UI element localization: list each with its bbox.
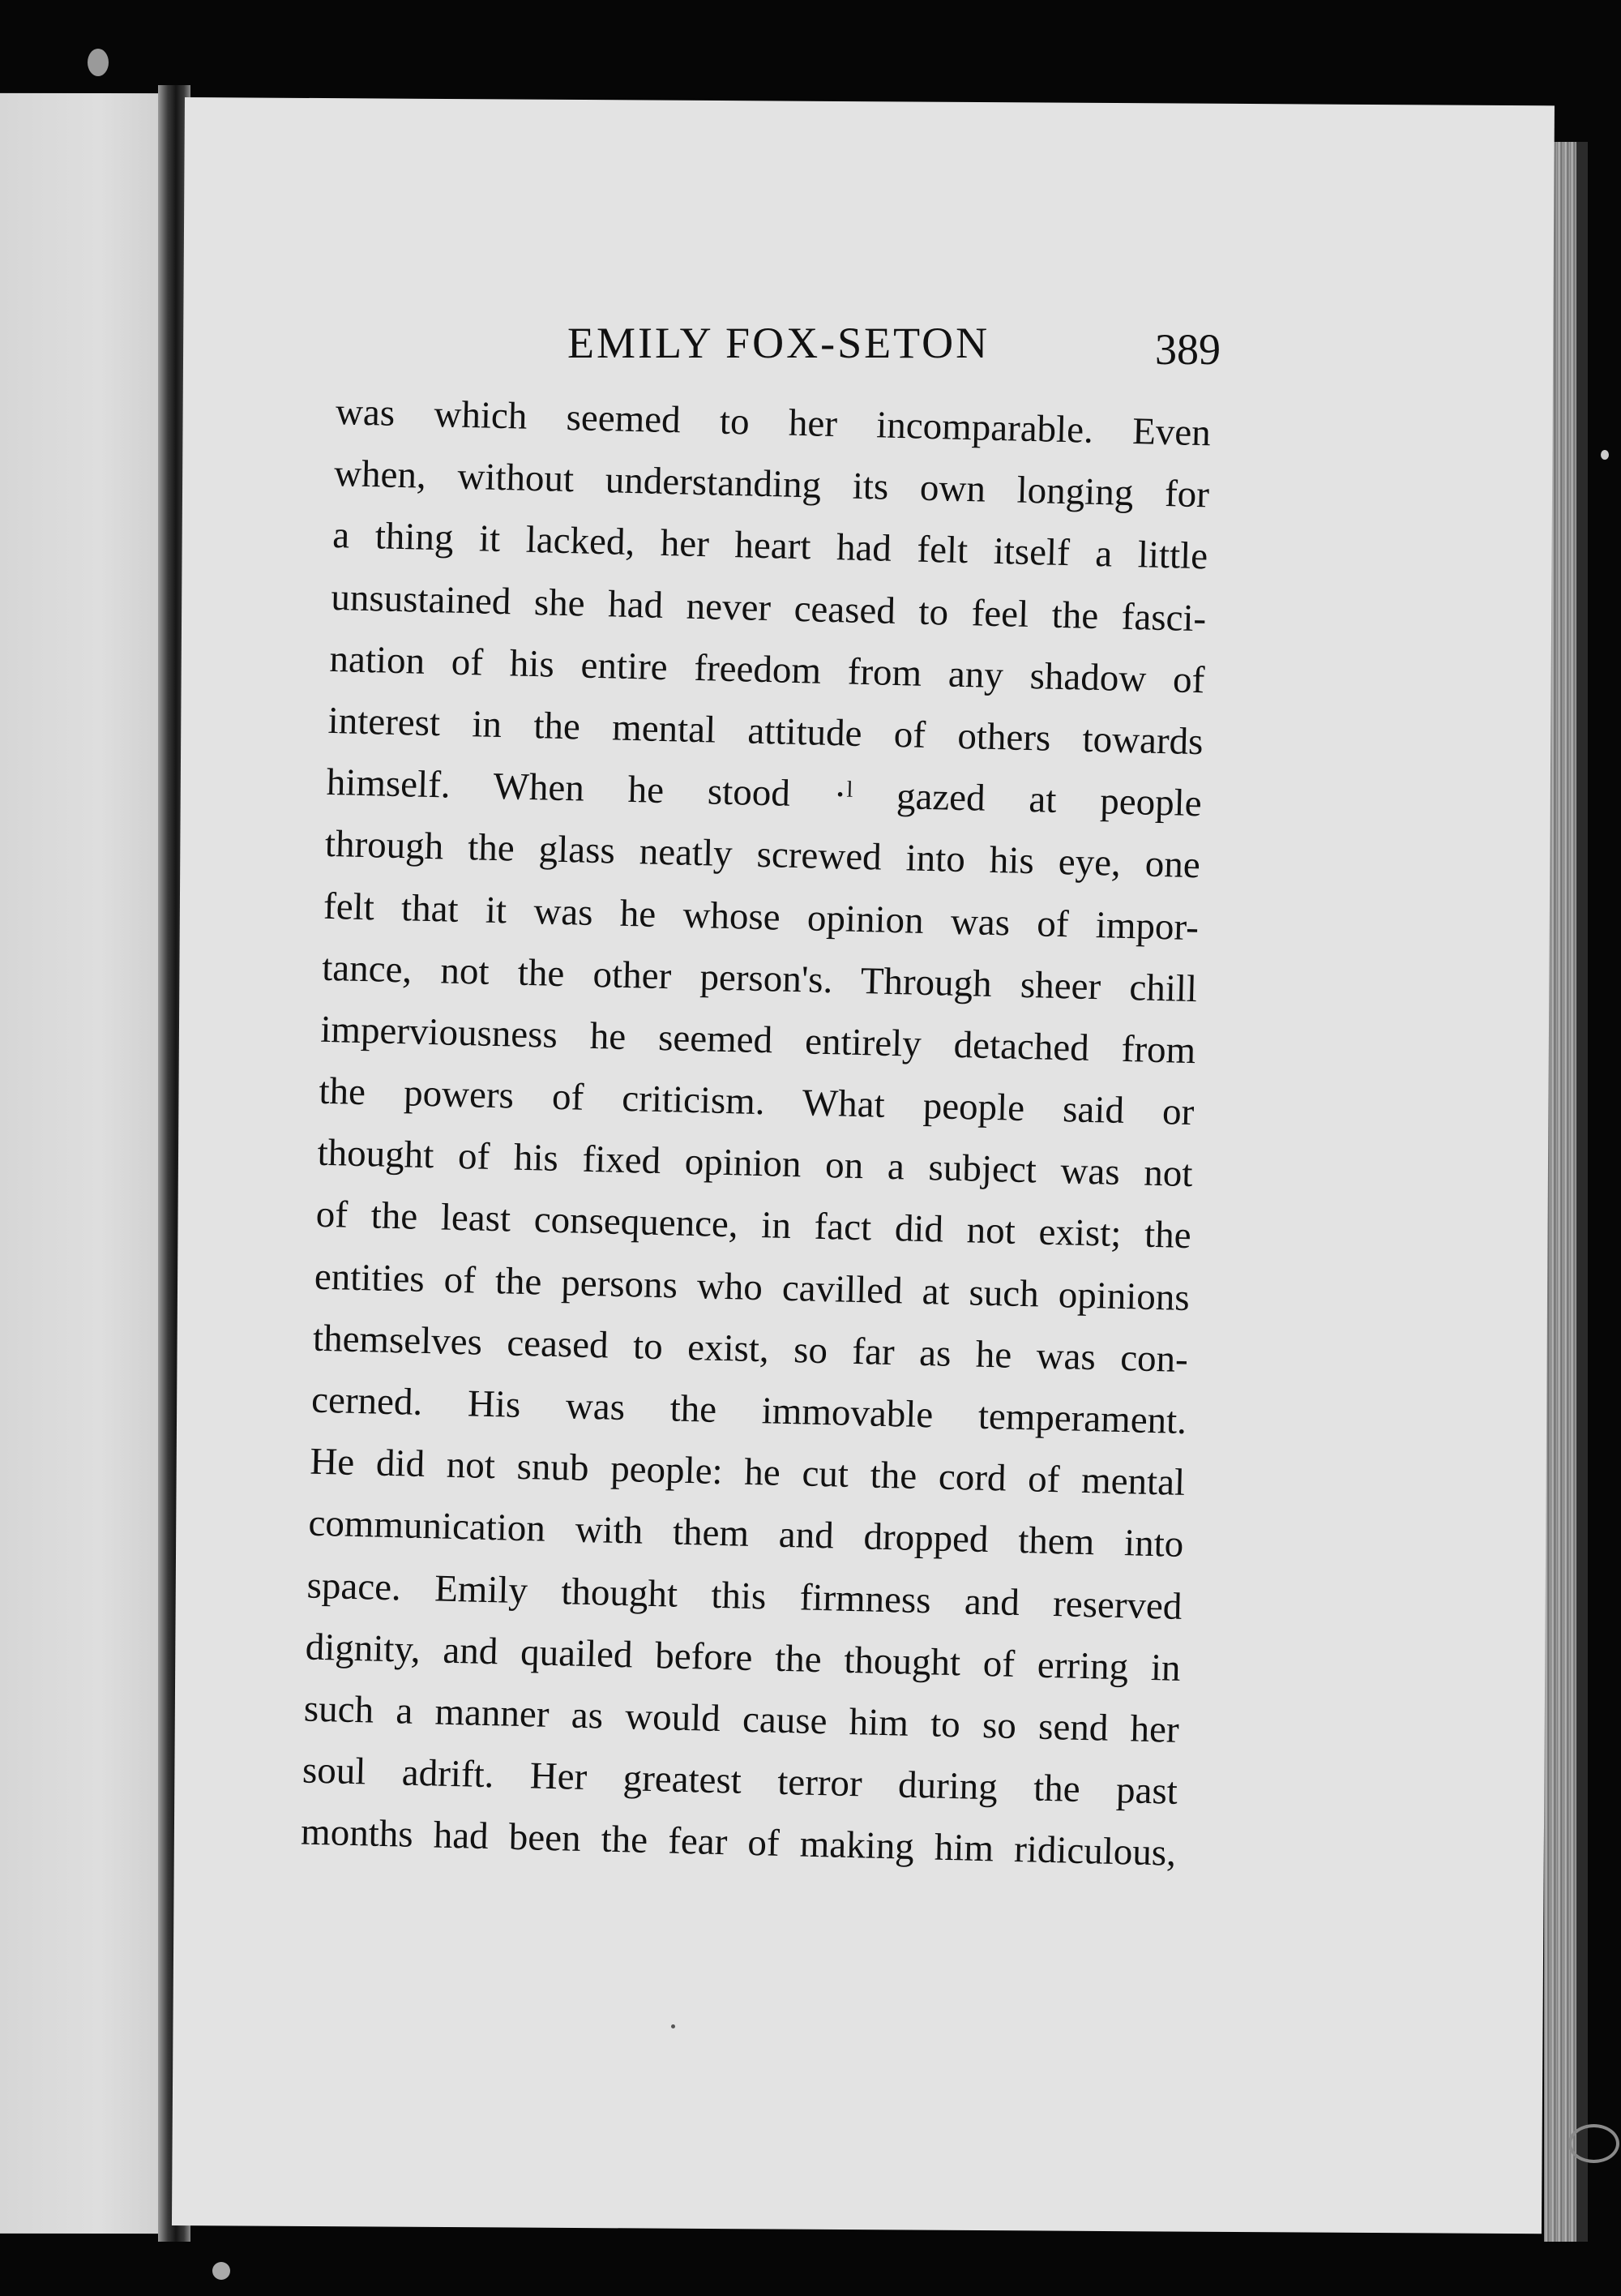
text-line: a thing it lacked, her heart had felt itself a little <box>331 514 1208 578</box>
text-line: when, without understanding its own longing for <box>333 452 1210 516</box>
text-line: was which seemed to her incomparable. Even <box>335 390 1212 455</box>
text-line: space. Emily thought this firmness and reserved <box>306 1564 1183 1628</box>
running-title: EMILY FOX-SETON <box>567 319 990 367</box>
text-line: of the least consequence, in fact did not exist; the <box>315 1193 1192 1257</box>
page-edge-shadow <box>1576 142 1588 2242</box>
text-line: imperviousness he seemed entirely detached from <box>319 1008 1196 1073</box>
dust-speck <box>1568 2124 1619 2163</box>
text-line: months had been the fear of making him ridiculous, <box>300 1810 1177 1875</box>
text-line: entities of the persons who cavilled at such opinions <box>314 1255 1191 1319</box>
dust-speck <box>671 2024 675 2028</box>
text-line: tance, not the other person's. Through sheer chill <box>321 946 1198 1010</box>
text-line: themselves ceased to exist, so far as he was con- <box>312 1317 1189 1381</box>
dust-speck <box>212 2262 230 2280</box>
text-line: communication with them and dropped them into <box>307 1501 1184 1566</box>
text-line: such a manner as would cause him to so send her <box>303 1687 1180 1751</box>
dust-speck <box>1601 450 1609 460</box>
dust-speck <box>88 49 109 76</box>
page-number: 389 <box>1155 325 1221 374</box>
text-line: He did not snub people: he cut the cord of mental <box>309 1440 1186 1505</box>
text-line: felt that it was he whose opinion was of impor- <box>323 885 1200 949</box>
text-line: cerned. His was the immovable temperament. <box>310 1378 1187 1443</box>
facing-page <box>0 93 166 2234</box>
page-header <box>381 318 1240 383</box>
text-line: dignity, and quailed before the thought of erring in <box>305 1626 1182 1690</box>
text-line: through the glass neatly screwed into his eye, one <box>324 823 1201 887</box>
text-line: unsustained she had never ceased to feel the fasci- <box>330 576 1207 640</box>
text-line: nation of his entire freedom from any shadow of <box>328 637 1205 702</box>
text-line: himself. When he stood ·ˡ gazed at people <box>326 760 1203 825</box>
text-line: interest in the mental attitude of others towards <box>327 699 1204 764</box>
page-body-text <box>300 381 1211 1884</box>
text-line: the powers of criticism. What people said or <box>318 1069 1195 1134</box>
text-line: thought of his fixed opinion on a subject was not <box>317 1131 1194 1196</box>
text-line: soul adrift. Her greatest terror during the past <box>302 1749 1178 1813</box>
